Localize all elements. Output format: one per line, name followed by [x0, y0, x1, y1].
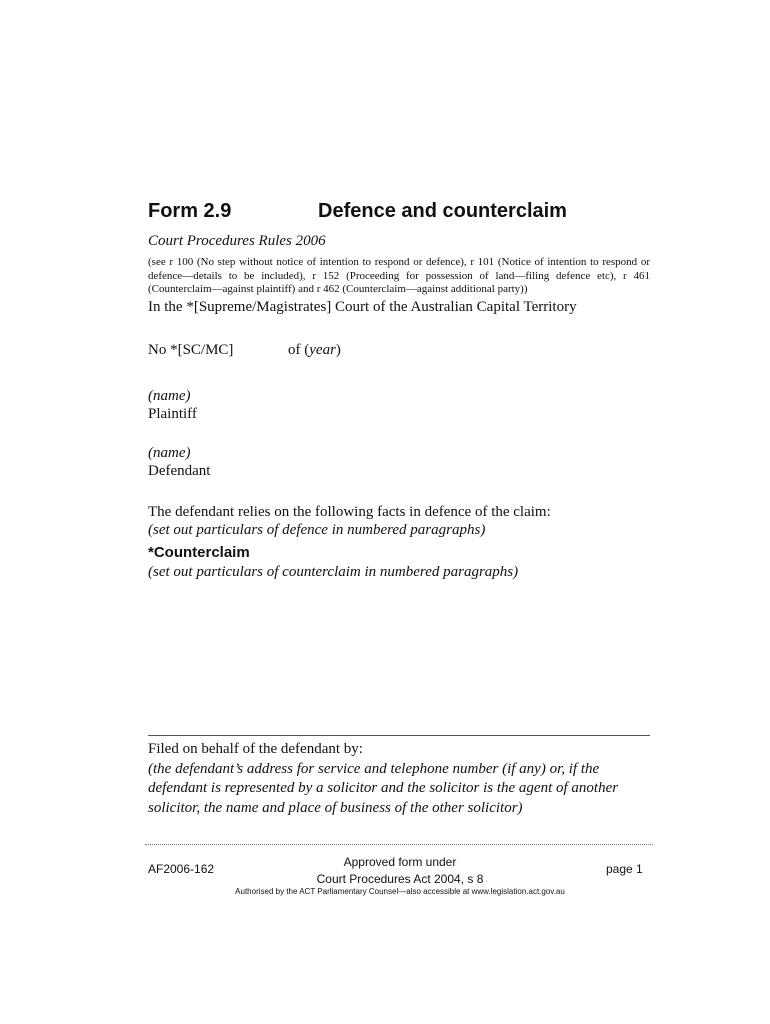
form-title: Defence and counterclaim	[318, 200, 567, 222]
case-close-paren: )	[335, 342, 341, 358]
court-line: In the *[Supreme/Magistrates] Court of the Australian Capital Territory	[148, 299, 577, 315]
footer-authorised: Authorised by the ACT Parliamentary Counsel—also accessible at www.legislation.act.gov.au	[235, 887, 565, 896]
form-number: Form 2.9	[148, 200, 232, 222]
case-year-line	[288, 342, 341, 359]
filed-instruction: (the defendant’s address for service and telephone number (if any) or, if the defendant is represented by a solicitor and the solicitor is the agent of another solicitor, the name and place of business of the other solicitor)	[148, 760, 619, 816]
footer-approval-line1: Approved form under	[343, 855, 457, 869]
case-of-label: of (	[288, 342, 310, 358]
footer-approval	[300, 854, 500, 888]
case-number-label: No *[SC/MC]	[148, 342, 234, 358]
defence-block	[148, 503, 551, 539]
defence-statement: The defendant relies on the following facts in defence of the claim:	[148, 504, 551, 520]
filed-divider	[148, 735, 650, 736]
case-year-placeholder: year	[309, 342, 336, 358]
plaintiff-role: Plaintiff	[148, 406, 197, 422]
counterclaim-heading: *Counterclaim	[148, 544, 250, 561]
defendant-name: (name)	[148, 445, 191, 461]
filed-block	[148, 740, 648, 818]
rule-references: (see r 100 (No step without notice of intention to respond or defence), r 101 (Notice of intention to respond or defence—details to be included), r 152 (Proceeding for possession of land—filing defence etc), r 461 (Counterclaim—against plaintiff) and r 462 (Counterclaim—against additional party))	[148, 256, 650, 295]
footer-page-number: page 1	[606, 862, 643, 876]
defendant-role: Defendant	[148, 463, 211, 479]
defendant-block	[148, 444, 210, 480]
footer-approval-line2: Court Procedures Act 2004, s 8	[316, 872, 484, 886]
plaintiff-name: (name)	[148, 388, 191, 404]
rules-name: Court Procedures Rules 2006	[148, 233, 326, 249]
counterclaim-instruction: (set out particulars of counterclaim in numbered paragraphs)	[148, 564, 519, 580]
plaintiff-block	[148, 387, 197, 423]
footer-divider	[145, 844, 653, 845]
filed-label: Filed on behalf of the defendant by:	[148, 741, 363, 757]
defence-instruction: (set out particulars of defence in numbered paragraphs)	[148, 522, 486, 538]
footer-form-code: AF2006-162	[148, 862, 215, 876]
